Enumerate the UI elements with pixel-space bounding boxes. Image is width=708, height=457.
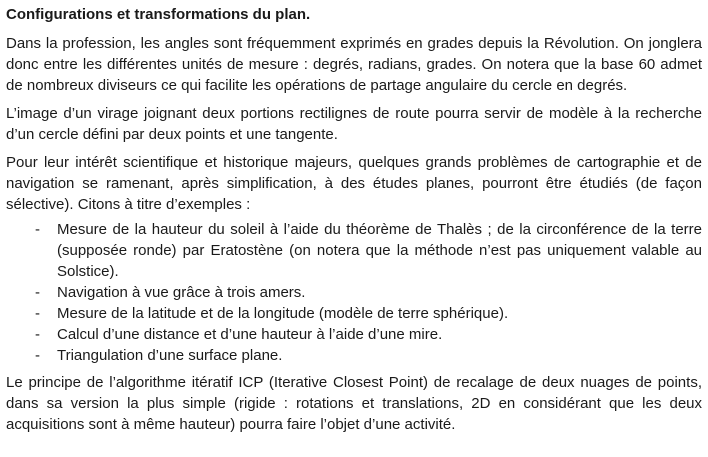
- paragraph-icp-algorithm: Le principe de l’algorithme itératif ICP (Iterative Closest Point) de recalage de deux nuages de points, dans sa version la plus simple (rigide : rotations et translations, 2D en considérant que les deux acquisitions sont à même hauteur) pourra faire l’objet d’une activité.: [6, 374, 702, 433]
- paragraph-angle-units: Dans la profession, les angles sont fréquemment exprimés en grades depuis la Révolution. On jonglera donc entre les différentes unités de mesure : degrés, radians, grades. On notera que la base 60 admet de nombreux diviseurs ce qui facilite les opérations de partage angulaire du cercle en degrés.: [6, 35, 702, 94]
- list-item-text: Navigation à vue grâce à trois amers.: [57, 284, 306, 301]
- examples-list: [6, 219, 702, 366]
- document-body: [6, 4, 702, 442]
- list-item-text: Calcul d’une distance et d’une hauteur à l’aide d’une mire.: [57, 326, 443, 343]
- list-item: [6, 303, 702, 324]
- list-item-text: Mesure de la hauteur du soleil à l’aide du théorème de Thalès ; de la circonférence de la terre (supposée ronde) par Eratostène (on notera que la méthode n’est pas uniquement valable au Solstice).: [57, 221, 702, 280]
- list-item: [6, 219, 702, 282]
- bullet-dash: -: [35, 284, 40, 301]
- bullet-dash: -: [35, 347, 40, 364]
- bullet-dash: -: [35, 326, 40, 343]
- paragraph-road-curve: L’image d’un virage joignant deux portions rectilignes de route pourra servir de modèle à la recherche d’un cercle défini par deux points et une tangente.: [6, 105, 702, 143]
- list-item: [6, 282, 702, 303]
- list-item: [6, 324, 702, 345]
- bullet-dash: -: [35, 305, 40, 322]
- list-item-text: Triangulation d’une surface plane.: [57, 347, 283, 364]
- list-item: [6, 345, 702, 366]
- list-item-text: Mesure de la latitude et de la longitude (modèle de terre sphérique).: [57, 305, 509, 322]
- section-title: Configurations et transformations du plan.: [6, 6, 311, 23]
- paragraph-cartography-intro: Pour leur intérêt scientifique et historique majeurs, quelques grands problèmes de cartographie et de navigation se ramenant, après simplification, à des études planes, pourront être étudiés (de façon sélective). Citons à titre d’exemples :: [6, 154, 702, 213]
- bullet-dash: -: [35, 221, 40, 238]
